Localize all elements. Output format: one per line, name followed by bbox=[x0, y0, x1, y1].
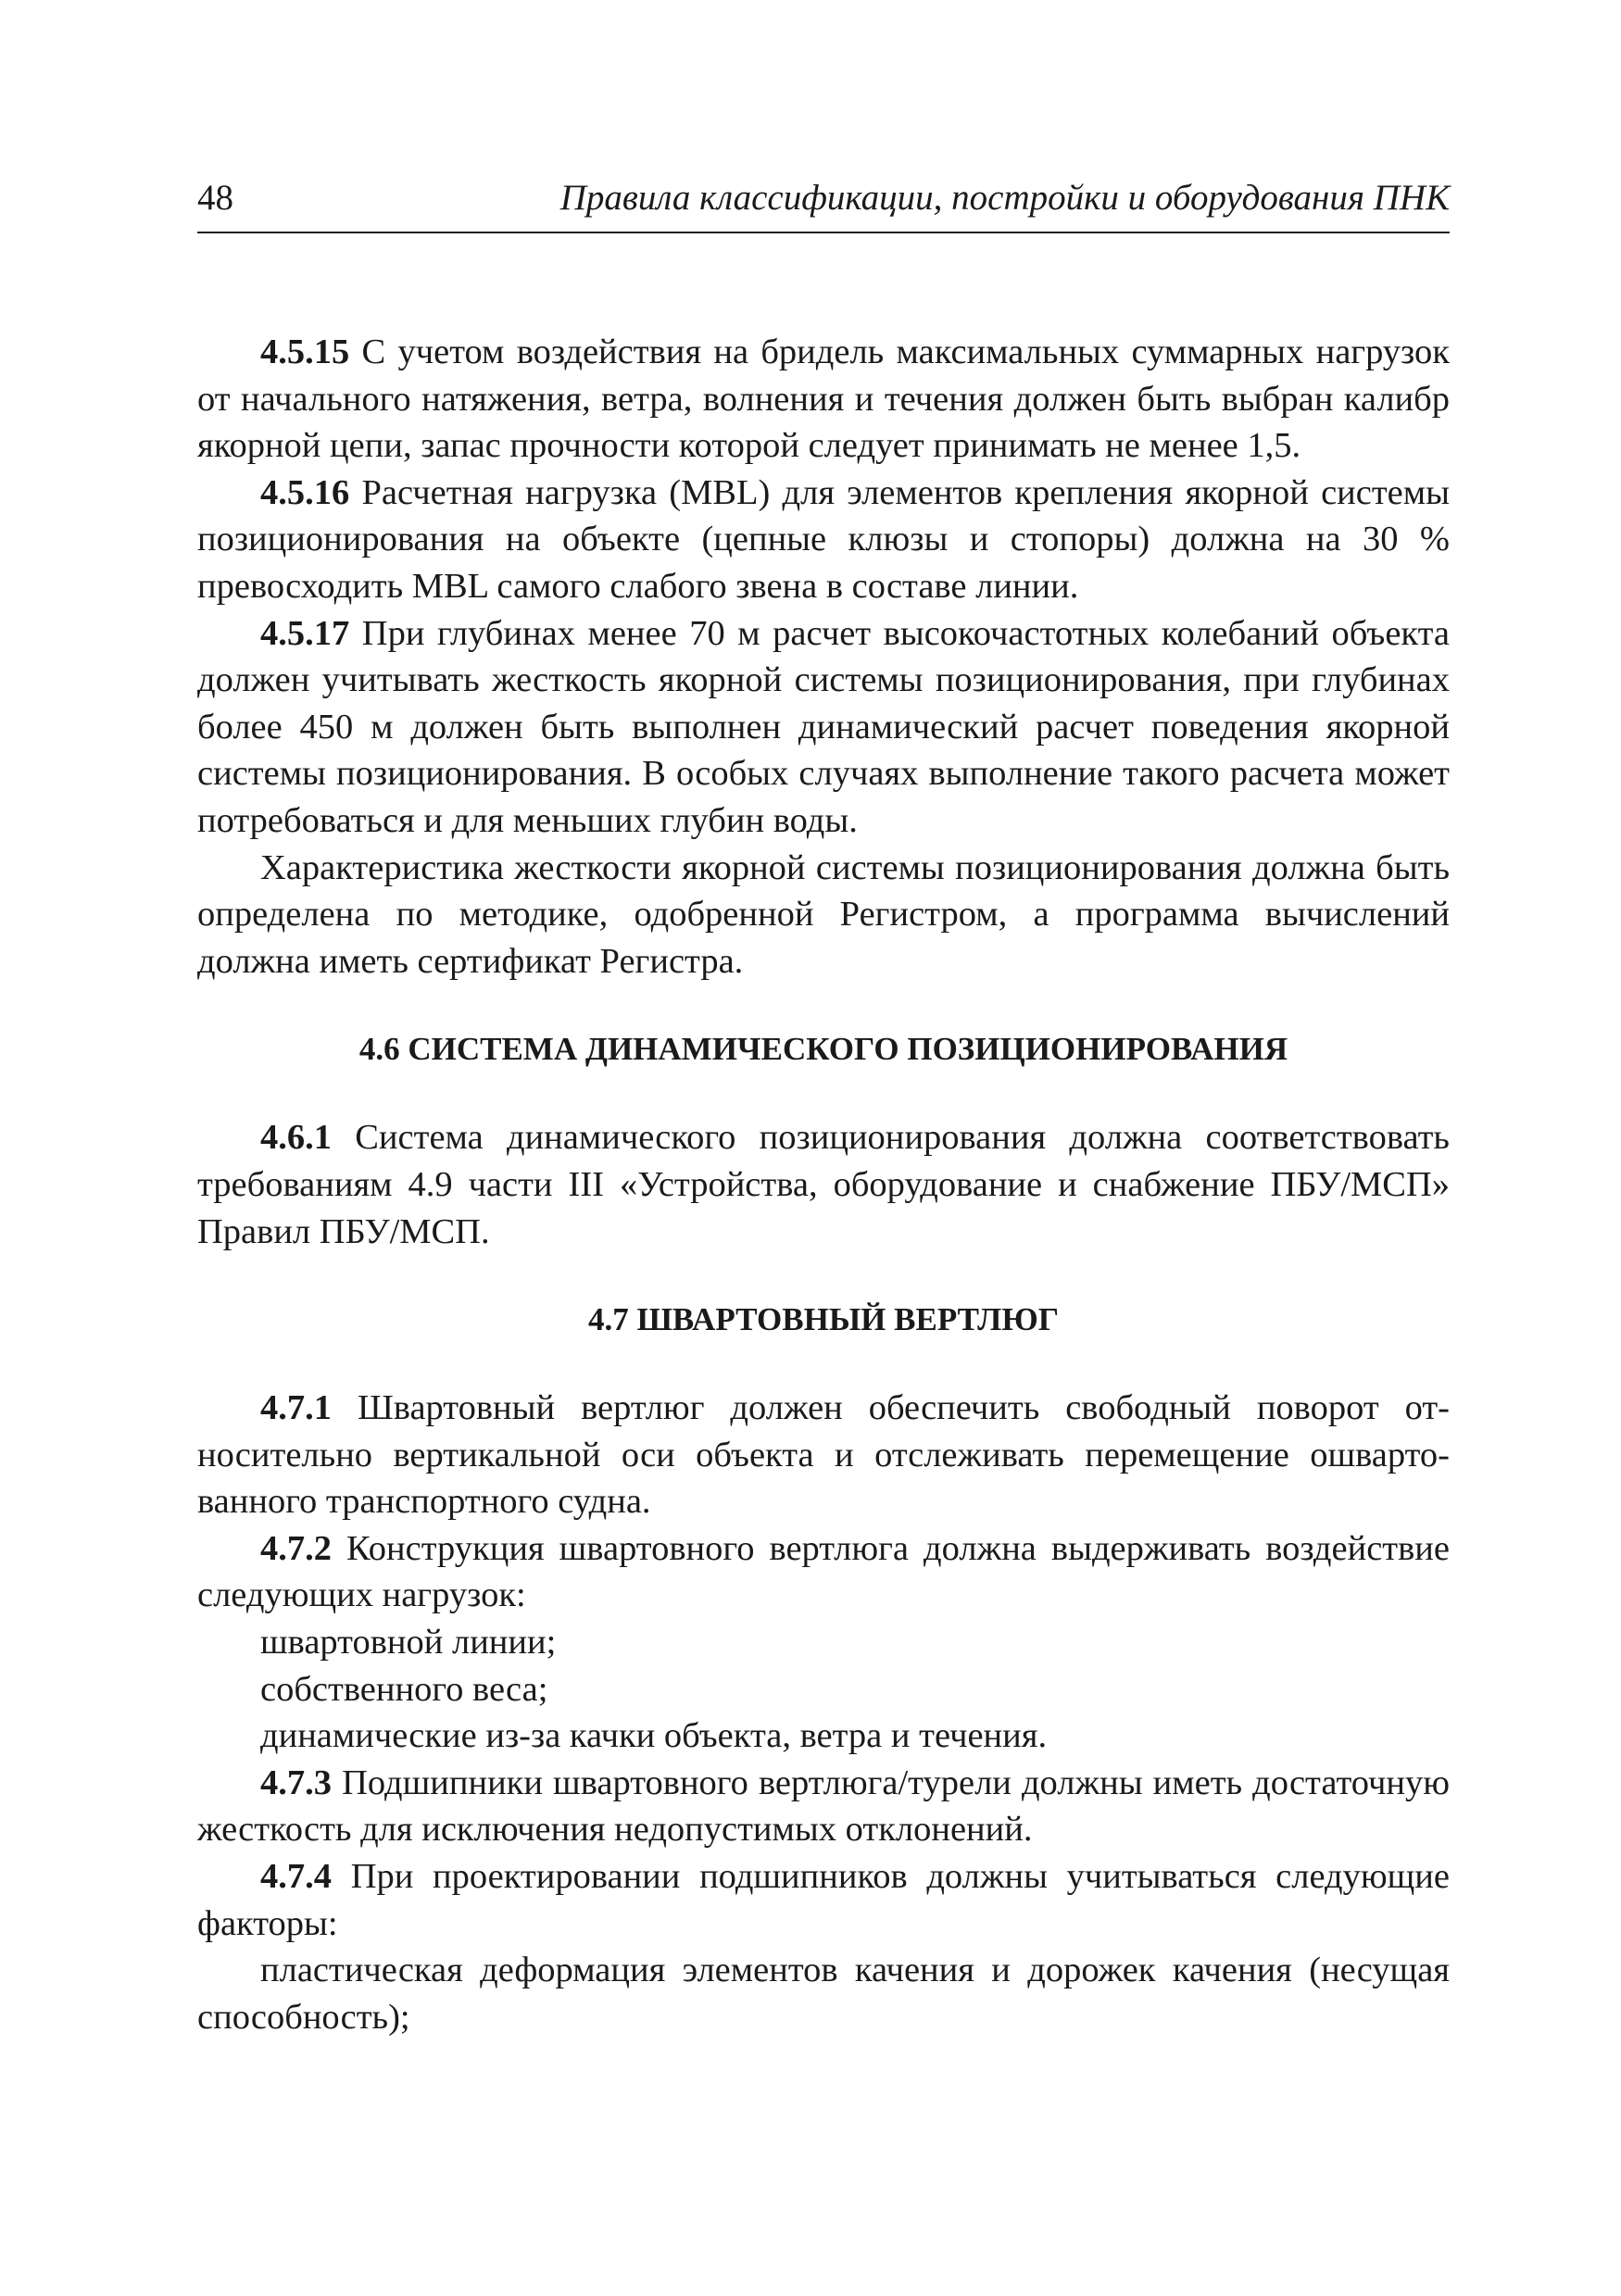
list-item-text: динамические из-за качки объекта, ветра и течения. bbox=[260, 1716, 1048, 1756]
paragraph-4-7-2 bbox=[197, 1525, 1450, 1619]
list-item-dynamic bbox=[197, 1713, 1450, 1760]
page-number: 48 bbox=[197, 178, 233, 218]
paragraph-4-5-17 bbox=[197, 610, 1450, 845]
clause-number: 4.7.2 bbox=[260, 1528, 332, 1568]
paragraph-text: Конструкция швартовного вертлюга должна выдерживать воздействие следующих нагрузок: bbox=[197, 1528, 1450, 1615]
list-item-text: швартовной линии; bbox=[260, 1623, 557, 1662]
list-item-plastic-deformation bbox=[197, 1947, 1450, 2040]
clause-number: 4.7.4 bbox=[260, 1857, 332, 1897]
clause-number: 4.5.17 bbox=[260, 613, 350, 653]
paragraph-text: При глубинах менее 70 м расчет высокочастотных колебаний объекта должен учитывать жесткость якорной системы позиционирования, при глубинах более 450 м должен быть выполнен динамический расчет поведения якорной системы позиционирования. В особых случаях выполнение такого расчета может потребоваться и для меньших глубин воды. bbox=[197, 613, 1450, 840]
paragraph-text: Подшипники швартовного вертлюга/турели должны иметь достаточную жесткость для исключения недопустимых отклонений. bbox=[197, 1763, 1450, 1850]
clause-number: 4.7.3 bbox=[260, 1763, 332, 1802]
list-item-own-weight bbox=[197, 1666, 1450, 1713]
paragraph-4-7-4 bbox=[197, 1853, 1450, 1947]
section-heading-4-6: 4.6 СИСТЕМА ДИНАМИЧЕСКОГО ПОЗИЦИОНИРОВАНИЯ bbox=[358, 1031, 1288, 1068]
clause-number: 4.5.16 bbox=[260, 472, 350, 512]
paragraph-text: При проектировании подшипников должны учитываться следующие факторы: bbox=[197, 1857, 1450, 1943]
paragraph-4-5-16 bbox=[197, 470, 1450, 610]
clause-number: 4.5.15 bbox=[260, 332, 350, 371]
document-body bbox=[197, 329, 1450, 2040]
paragraph-4-7-1 bbox=[197, 1385, 1450, 1525]
list-item-text: собственного веса; bbox=[260, 1669, 548, 1709]
section-heading-4-7: 4.7 ШВАРТОВНЫЙ ВЕРТЛЮГ bbox=[587, 1301, 1060, 1338]
list-item-text: пластическая деформация элементов качения и дорожек качения (несущая способность); bbox=[197, 1951, 1450, 2037]
paragraph-text: Характеристика жесткости якорной системы позиционирования должна быть определена по методике, одобренной Регистром, а программа вычислений должна иметь сертификат Регистра. bbox=[197, 847, 1450, 981]
paragraph-4-5-15 bbox=[197, 329, 1450, 470]
page-header bbox=[197, 176, 1450, 233]
paragraph-4-7-3 bbox=[197, 1760, 1450, 1853]
running-title: Правила классификации, постройки и оборудования ПНК bbox=[559, 178, 1450, 218]
paragraph-stiffness bbox=[197, 845, 1450, 985]
paragraph-text: Система динамического позиционирования должна соответствовать требованиям 4.9 части III «Устройства, оборудование и снабжение ПБУ/МСП» Правил ПБУ/МСП. bbox=[197, 1118, 1450, 1251]
paragraph-text: Расчетная нагрузка (MBL) для элементов крепления якорной системы позиционирования на объекте (цепные клюзы и стопоры) должна на 30 % превосходить MBL самого слабого звена в составе линии. bbox=[197, 472, 1450, 606]
clause-number: 4.7.1 bbox=[260, 1388, 332, 1428]
paragraph-text: С учетом воздействия на бридель максимальных суммарных нагрузок от начального натяжения, ветра, волнения и течения должен быть выбран калибр якорной цепи, запас прочности которой следует принимать не менее 1,5. bbox=[197, 332, 1450, 466]
paragraph-4-6-1 bbox=[197, 1114, 1450, 1255]
list-item-mooring-line bbox=[197, 1619, 1450, 1666]
paragraph-text: Швартовный вертлюг должен обеспечить свободный поворот относительно вертикальной оси объекта и отслеживать перемещение ошвартованного транспортного судна. bbox=[197, 1388, 1450, 1522]
clause-number: 4.6.1 bbox=[260, 1118, 332, 1158]
